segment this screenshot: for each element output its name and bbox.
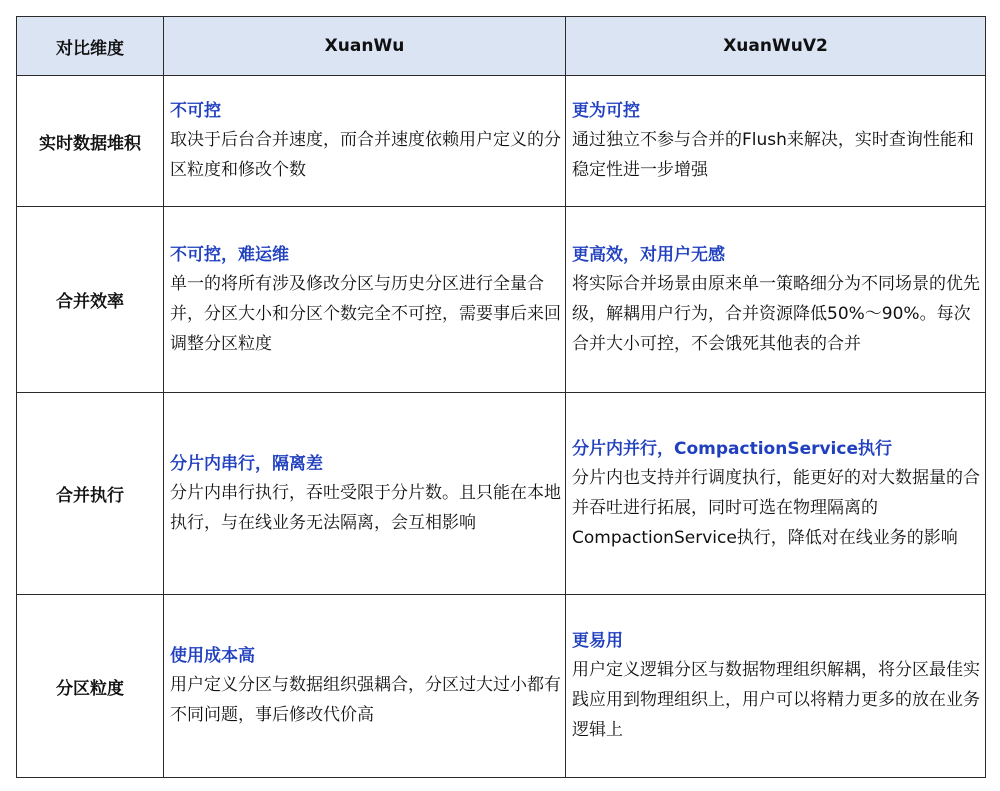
xuanwuv2-cell	[566, 595, 986, 778]
table-header	[17, 17, 986, 76]
header-xuanwu: XuanWu	[164, 17, 566, 76]
header-dimension: 对比维度	[17, 17, 164, 76]
xuanwuv2-highlight: 更易用	[572, 631, 623, 651]
xuanwu-description: 单一的将所有涉及修改分区与历史分区进行全量合并，分区大小和分区个数完全不可控，需要事后来回调整分区粒度	[170, 273, 561, 354]
table-row	[17, 393, 986, 595]
xuanwuv2-cell	[566, 393, 986, 595]
xuanwu-description: 分片内串行执行，吞吐受限于分片数。且只能在本地执行，与在线业务无法隔离，会互相影响	[170, 482, 561, 533]
xuanwu-description: 取决于后台合并速度，而合并速度依赖用户定义的分区粒度和修改个数	[170, 130, 561, 180]
xuanwuv2-description: 通过独立不参与合并的Flush来解决，实时查询性能和稳定性进一步增强	[572, 130, 974, 180]
xuanwuv2-description: 用户定义逻辑分区与数据物理组织解耦，将分区最佳实践应用到物理组织上，用户可以将精力更多的放在业务逻辑上	[572, 660, 980, 740]
xuanwuv2-highlight: 分片内并行，CompactionService执行	[572, 438, 892, 459]
row-dimension: 合并效率	[17, 207, 164, 393]
comparison-table	[16, 16, 986, 778]
xuanwuv2-description: 分片内也支持并行调度执行，能更好的对大数据量的合并吞吐进行拓展，同时可选在物理隔离的CompactionService执行，降低对在线业务的影响	[572, 467, 980, 548]
xuanwu-highlight: 使用成本高	[170, 646, 255, 666]
xuanwu-cell	[164, 76, 566, 207]
xuanwu-highlight: 分片内串行，隔离差	[170, 453, 323, 474]
header-xuanwuv2: XuanWuV2	[566, 17, 986, 76]
table-row	[17, 207, 986, 393]
row-dimension: 分区粒度	[17, 595, 164, 778]
header-row	[17, 17, 986, 76]
xuanwu-cell	[164, 207, 566, 393]
xuanwu-cell	[164, 595, 566, 778]
xuanwuv2-cell	[566, 76, 986, 207]
xuanwu-cell	[164, 393, 566, 595]
xuanwu-highlight: 不可控，难运维	[170, 244, 289, 265]
row-dimension: 实时数据堆积	[17, 76, 164, 207]
table-row	[17, 595, 986, 778]
xuanwuv2-cell	[566, 207, 986, 393]
row-dimension: 合并执行	[17, 393, 164, 595]
xuanwu-highlight: 不可控	[170, 101, 221, 121]
xuanwuv2-highlight: 更高效，对用户无感	[572, 244, 725, 265]
xuanwu-description: 用户定义分区与数据组织强耦合，分区过大过小都有不同问题，事后修改代价高	[170, 675, 561, 725]
table-row	[17, 76, 986, 207]
xuanwuv2-description: 将实际合并场景由原来单一策略细分为不同场景的优先级，解耦用户行为，合并资源降低50%～90%。每次合并大小可控，不会饿死其他表的合并	[572, 273, 980, 354]
xuanwuv2-highlight: 更为可控	[572, 101, 640, 121]
